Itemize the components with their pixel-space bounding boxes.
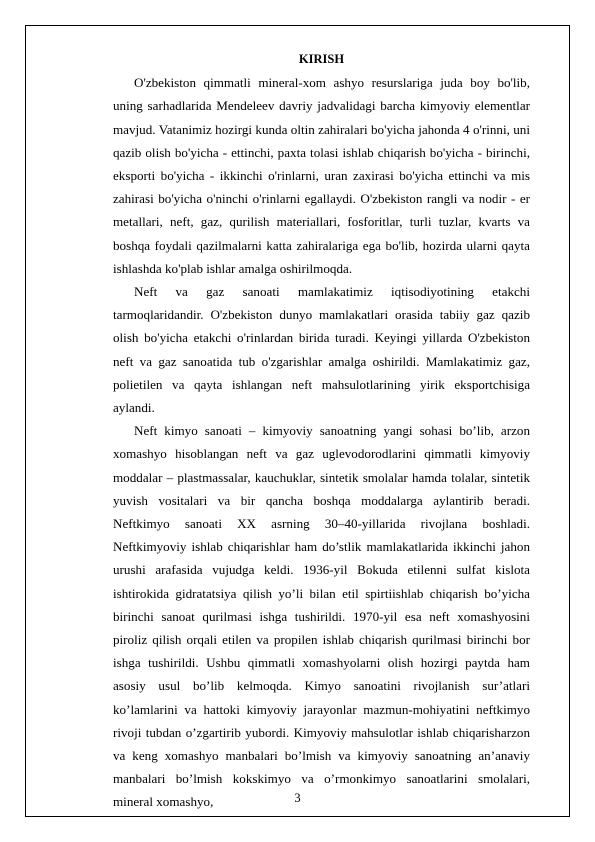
document-body [113,48,530,814]
paragraph-petrochemistry: Neft kimyo sanoati – kimyoviy sanoatning yangi sohasi bo’lib, arzon xomashyo hisoblangan neft va gaz uglevodorodlarini qimmatli kimyoviy moddalar – plastmassalar, kauchuklar, sintetik smolalar hamda tolalar, sintetik yuvish vositalari va bir qancha boshqa moddalarga aylantirib beradi. Neftkimyo sanoati XX asrning 30–40-yillarida rivojlana boshladi. Neftkimyoviy ishlab chiqarishlar ham do’stlik mamlakatlarida ikkinchi jahon urushi arafasida vujudga keldi. 1936-yil Bokuda etilenni sulfat kislota ishtirokida gidratatsiya qilish yo’li bilan etil spirtiishlab chiqarish bo’yicha birinchi sanoat qurilmasi ishga tushirildi. 1970-yil esa neft xomashyosini piroliz qilish orqali etilen va propilen ishlab chiqarish qurilmasi birinchi bor ishga tushirildi. Ushbu qimmatli xomashyolarni olish hozirgi paytda ham asosiy usul bo’lib kelmoqda. Kimyo sanoatini rivojlanish sur’atlari ko’lamlarini va hattoki kimyoviy jarayonlar mazmun-mohiyatini neftkimyo rivoji tubdan o’zgartirib yubordi. Kimyoviy mahsulotlar ishlab chiqarisharzon va keng xomashyo manbalari bo’lmish va kimyoviy sanoatning an’anaviy manbalari bo’lmish kokskimyo va o’rmonkimyo sanoatlarini smolalari, mineral xomashyo, [113,423,530,810]
paragraph-oil-gas: Neft va gaz sanoati mamlakatimiz iqtisodiyotining etakchi tarmoqlaridandir. O'zbekiston dunyo mamlakatlari orasida tabiiy gaz qazib olish bo'yicha etakchi o'rinlardan birida turadi. Keyingi yillarda O'zbekiston neft va gaz sanoatida tub o'zgarishlar amalga oshirildi. Mamlakatimiz gaz, polietilen va qayta ishlangan neft mahsulotlarining yirik eksportchisiga aylandi. [113,284,530,416]
section-title: KIRISH [298,52,345,66]
page-number: 3 [294,791,301,805]
paragraph-resources: O'zbekiston qimmatli mineral-xom ashyo resurslariga juda boy bo'lib, uning sarhadlarida Mendeleev davriy jadvalidagi barcha kimyoviy elementlar mavjud. Vatanimiz hozirgi kunda oltin zahiralari bo'yicha jahonda 4 o'rinni, uni qazib olish bo'yicha - ettinchi, paxta tolasi ishlab chiqarish bo'yicha - birinchi, eksporti bo'yicha - ikkinchi o'rinlarni, uran zaxirasi bo'yicha ettinchi va mis zahirasi bo'yicha o'ninchi o'rinlarni egallaydi. O'zbekiston rangli va nodir - er metallari, neft, gaz, qurilish materiallari, fosforitlar, turli tuzlar, kvarts va boshqa foydali qazilmalarni katta zahiralariga ega bo'lib, hozirda ularni qayta ishlashda ko'plab ishlar amalga oshirilmoqda. [113,75,530,276]
